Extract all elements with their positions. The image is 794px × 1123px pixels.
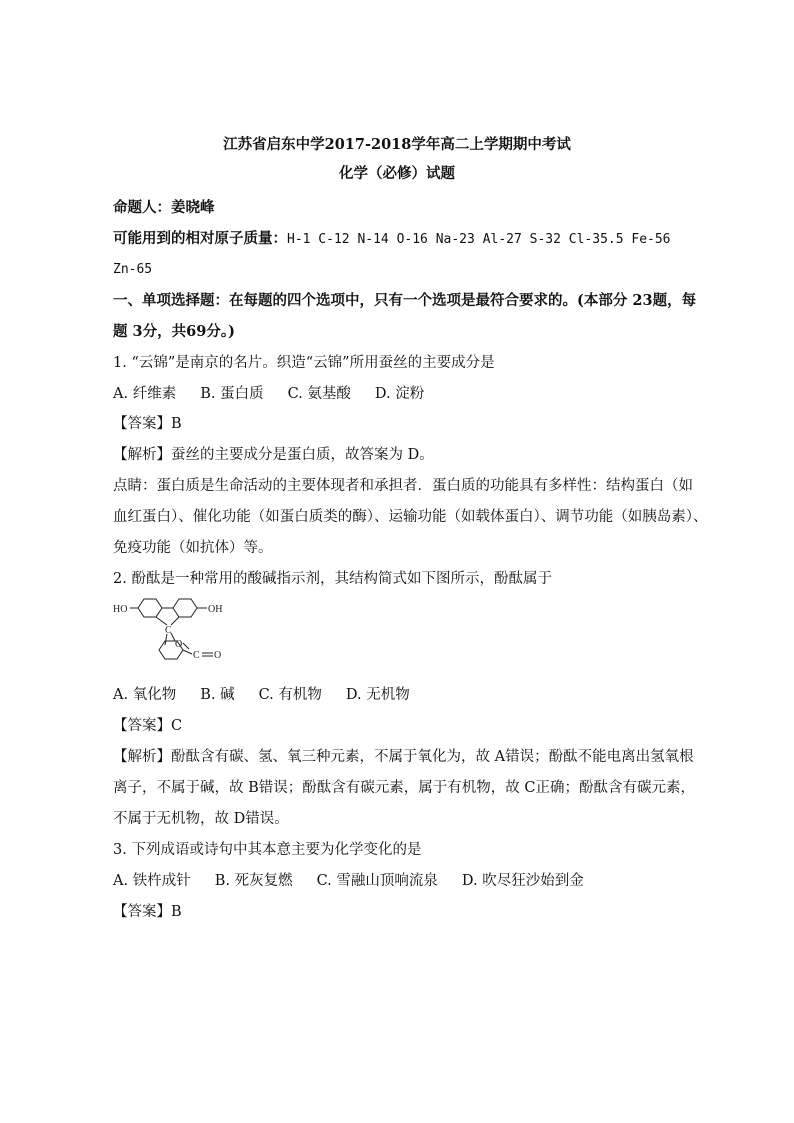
option-a: A. 氧化物 [113,687,177,703]
label-carbonyl-c: C [193,650,200,661]
question-1-analysis: 【解析】蚕丝的主要成分是蛋白质，故答案为 D。 [113,447,434,463]
section-heading: 一、单项选择题：在每题的四个选项中，只有一个选项是最符合要求的。(本部分 23题，每 [113,292,697,309]
question-3-answer: 【答案】B [113,904,182,920]
option-b: B. 死灰复燃 [214,873,293,889]
option-b: B. 碱 [200,687,235,703]
question-2-stem: 2. 酚酞是一种常用的酸碱指示剂，其结构简式如下图所示，酚酞属于 [113,571,552,587]
label-central-c: C [165,625,172,636]
question-1-note-1: 点睛：蛋白质是生命活动的主要体现者和承担者．蛋白质的功能具有多样性：结构蛋白（如 [113,478,693,494]
option-c: C. 氨基酸 [287,386,351,402]
section-heading-cont: 题 3分，共69分。) [113,323,235,340]
label-double-o: O [214,650,222,661]
page-title: 江苏省启东中学2017-2018学年高二上学期期中考试 [223,136,571,153]
question-1-options [113,384,448,404]
question-1-note-2: 血红蛋白）、催化功能（如蛋白质类的酶）、运输功能（如载体蛋白）、调节功能（如胰岛素）、 [113,509,708,525]
option-c: C. 雪融山顶响流泉 [316,873,438,889]
question-1-answer: 【答案】B [113,416,182,432]
question-3-stem: 3. 下列成语或诗句中其本意主要为化学变化的是 [113,842,422,858]
phenolphthalein-structure [113,596,243,670]
option-a: A. 纤维素 [113,386,177,402]
right-benzene-ring [173,599,197,617]
option-b: B. 蛋白质 [200,386,264,402]
question-3-options [113,871,608,891]
left-benzene-ring [138,599,162,617]
page-subtitle: 化学（必修）试题 [339,165,455,182]
question-1-stem: 1. “云锦”是南京的名片。织造“云锦”所用蚕丝的主要成分是 [113,355,495,371]
question-2-answer: 【答案】C [113,718,183,734]
option-d: D. 无机物 [345,687,410,703]
atomic-mass-continued: Zn-65 [113,262,153,277]
atomic-mass-values: H-1 C-12 N-14 O-16 Na-23 Al-27 S-32 Cl-35.5 Fe-56 [287,232,671,247]
question-2-analysis-2: 离子，不属于碱，故 B错误；酚酞含有碳元素，属于有机物，故 C正确；酚酞含有碳元素， [113,780,695,796]
label-ho: HO [113,604,128,615]
option-d: D. 吹尽狂沙始到金 [461,873,584,889]
question-1-note-3: 免疫功能（如抗体）等。 [113,540,273,556]
atomic-mass-label: 可能用到的相对原子质量： [113,230,287,247]
label-ring-o: O [175,639,183,650]
atomic-mass-line [113,229,671,250]
option-c: C. 有机物 [258,687,322,703]
question-2-analysis-3: 不属于无机物，故 D错误。 [113,811,289,827]
question-2-analysis-1: 【解析】酚酞含有碳、氢、氧三种元素，不属于氧化为，故 A错误；酚酞不能电离出氢氧根 [113,749,694,765]
author-line: 命题人：姜晓峰 [113,199,215,216]
question-2-options [113,685,434,705]
option-a: A. 铁杵成针 [113,873,191,889]
option-d: D. 淀粉 [374,386,425,402]
label-oh: OH [208,604,223,615]
